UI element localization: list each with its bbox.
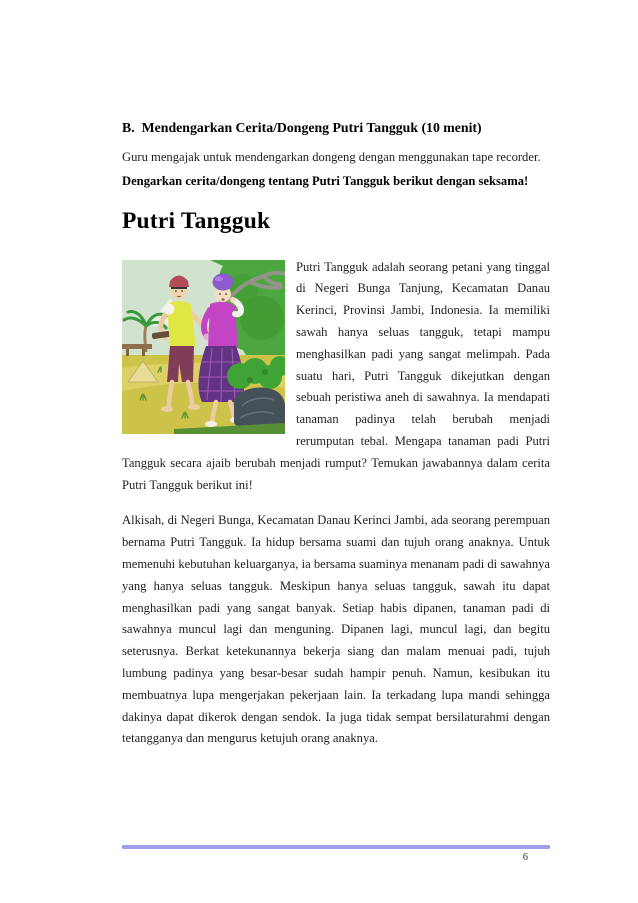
instruction-paragraph: Dengarkan cerita/dongeng tentang Putri Tangguk berikut dengan seksama! xyxy=(122,173,529,188)
section-marker: B. xyxy=(122,120,135,135)
story-paragraph-2: Alkisah, di Negeri Bunga, Kecamatan Danau Kerinci Jambi, ada seorang perempuan bernama Putri Tangguk. Ia hidup bersama suami dan tujuh orang anaknya. Untuk memenuhi kebutuhan keluarganya, ia bersama suaminya menanam padi di sawahnya yang hanya seluas tangguk. Meskipun hanya seluas tangguk, sawah itu dapat menghasilkan padi yang sangat banyak. Setiap habis dipanen, tanaman padi di sawahnya muncul lagi dan menguning. Dipanen lagi, muncul lagi, dan begitu seterusnya. Berkat ketekunannya bekerja siang dan malam menuai padi, tujuh lumbung padinya yang besar-besar sudah hampir penuh. Namun, kesibukan itu membuatnya lupa mengerjakan pekerjaan lain. Ia terkadang lupa mandi sehingga dakinya dapat dikerok dengan sendok. Ia juga tidak sempat bersilaturahmi dengan tetangganya dan mengurus ketujuh orang anaknya. xyxy=(122,513,550,746)
intro-paragraph: Guru mengajak untuk mendengarkan dongeng dengan menggunakan tape recorder. xyxy=(122,150,541,164)
story-title: Putri Tangguk xyxy=(122,207,271,234)
section-heading xyxy=(122,118,550,138)
story-intro-block xyxy=(122,257,550,511)
story-illustration xyxy=(122,260,285,434)
section-title: Mendengarkan Cerita/Dongeng Putri Tangguk (10 menit) xyxy=(141,120,482,135)
footer-rule xyxy=(122,845,550,849)
page-number: 6 xyxy=(522,852,528,863)
story-paragraph-1: Putri Tangguk adalah seorang petani yang tinggal di Negeri Bunga Tanjung, Kecamatan Danau Kerinci, Provinsi Jambi, Indonesia. Ia memiliki sawah hanya seluas tangguk, tetapi mampu menghasilkan padi yang sangat melimpah. Pada suatu hari, Putri Tangguk dikejutkan dengan sebuah peristiwa aneh di sawahnya. Ia mendapati tanaman padinya telah berubah menjadi rerumputan tebal. Mengapa tanaman padi Putri Tangguk secara ajaib berubah menjadi rumput? Temukan jawabannya dalam cerita Putri Tangguk berikut ini! xyxy=(122,259,550,492)
